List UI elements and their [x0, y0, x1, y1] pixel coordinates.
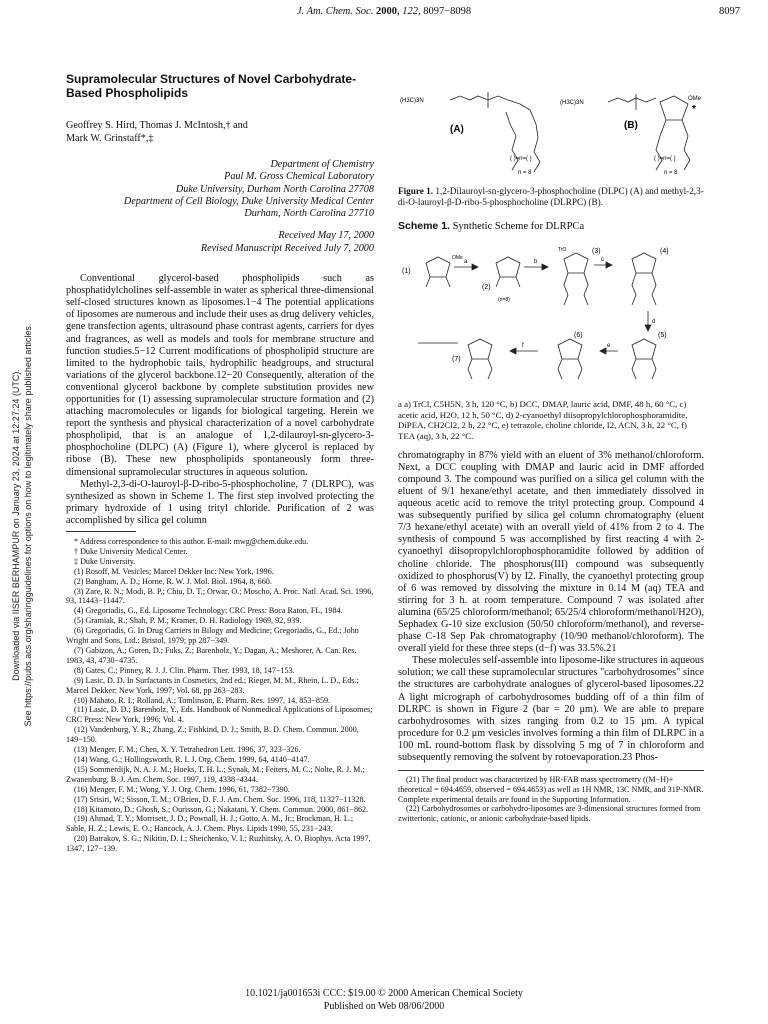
download-notice: [10, 225, 50, 825]
scheme-1-diagram: [398, 239, 704, 389]
affiliation-line: Department of Chemistry: [270, 159, 374, 170]
article-title: Supramolecular Structures of Novel Carbohydrate-Based Phospholipids: [66, 72, 357, 100]
compound-label: (4): [660, 248, 669, 256]
footnote-entry: (2) Bangham, A. D.; Horne, R. W. J. Mol. Biol. 1964, 8, 660.: [74, 576, 272, 586]
footnote-entry: (13) Menger, F. M.; Chen, X. Y. Tetrahedron Lett. 1996, 37, 323−326.: [74, 745, 301, 755]
page-number: 8097: [719, 6, 740, 17]
compound-label: (7): [452, 356, 461, 364]
footer-published-line: Published on Web 08/06/2000: [323, 1001, 445, 1012]
arrow-reagent-label: f: [522, 343, 524, 350]
affiliation-line: Durham, North Carolina 27710: [244, 208, 374, 220]
anomeric-star: *: [692, 104, 696, 115]
received-date: Received May 17, 2000: [278, 230, 374, 242]
journal-pages: 8097−8098: [423, 6, 472, 17]
scheme-1-label: Scheme 1.: [398, 220, 450, 233]
n-value-a: n = 8: [518, 170, 532, 176]
structure-label-a: (A): [450, 124, 464, 135]
figure-1-structures: [398, 90, 704, 178]
journal-year: 2000,: [375, 6, 400, 17]
footnote-entry: (21) The final product was characterized by HR-FAB mass spectrometry ((M−H)+ theoretical = 694.4659, observed = 694.4653) as well as 1H NMR, 13C NMR, and 31P-NMR. Complete experimental details are found in the Supporting Information.: [398, 775, 704, 804]
revised-date: Revised Manuscript Received July 7, 2000: [200, 242, 374, 254]
footnote-divider: [398, 770, 704, 771]
footnotes-left: [66, 537, 374, 854]
arrow-reagent-label: c: [601, 257, 604, 264]
left-column: [66, 72, 374, 854]
body-paragraph: Conventional glycerol-based phospholipids such as phosphatidylcholines self-assemble in water as spherical three-dimensional self-closed structures known as liposomes.1−4 The potential applications of liposomes are numerous and include their uses as drug delivery vehicles, gene transfection agents, ultrasound phase contrast agents, carriers for dyes and fragrances, as well as models and tools for membrane structure and function studies.5−12 Current modifications of phospholipid structure are limited to the hydrophobic tails, hydrophilic headgroups, and structural variations of the glycerol backbone.12−20 Consequently, alteration of the conventional glycerol backbone by complete substitution provides new opportunities for (1) assessing supramolecular structure formation and (2) attaching macromolecules or ligands for biological targeting. Herein we report the synthesis and physical characterization of a novel carbohydrate phospholipid, that is an analogue of 1,2-dilauroyl-sn-glycero-3-phosphocholine (DLPC) (A) (Figure 1), where glycerol is replaced by ribose (B). These new phospholipids spontaneously form three-dimensional supramolecular structures in aqueous solution.: [66, 273, 374, 478]
footnote-entry: (11) Lasic, D. D.; Barenholz, Y., Eds. Handbook of Nonmedical Applications of Liposomes; CRC Press: New York, 1996; Vol. 4.: [66, 705, 373, 725]
compound-label: (5): [658, 332, 667, 340]
footnote-entry: ‡ Duke University.: [74, 556, 136, 566]
body-paragraph: These molecules self-assemble into liposome-like structures in aqueous solution; we call these supramolecular structures "carbohydrosomes" since the structures are carbohydrate analogues of glycerol-based liposomes.22 A light micrograph of carbohydrosomes budding off of a thin film of DLRPC is shown in Figure 2 (bar = 20 μm). We are able to prepare carbohydrosomes with sizes ranging from 0.2 to 15 μm. A typical procedure for 0.2 μm vesicles involves forming a thin film of DLRPC in a 100 mL round-bottom flask by dissolving 5 mg of 7 in chloroform and subsequently removing the solvent by rotoevaporation.23 Phos-: [398, 655, 704, 763]
running-header: [0, 6, 768, 22]
footnote-entry: (3) Zare, R. N.; Modi, B. P.; Chiu, D. T.; Orwar, O.; Moscho, A. Proc. Natl. Acad. Sci. 1996, 93, 11443−11447.: [66, 586, 374, 606]
article-dates: [66, 230, 374, 255]
footnote-entry: (8) Gates, C.; Pinney, R. J. J. Clin. Pharm. Ther. 1993, 18, 147−153.: [74, 665, 295, 675]
footnote-entry: (19) Ahmad, T. Y.; Morrisett, J. D.; Pownall, H. J.; Gotto, A. M., Jr.; Brockman, H. L.; Sable, H. Z.; Lewis, E. O.; Hancock, A. J. Chem. Phys. Lipids 1990, 55, 231−243.: [66, 814, 354, 834]
affiliation-line: Duke University, Durham North Carolina 27708: [175, 183, 374, 195]
figure-1-caption: [398, 186, 704, 208]
ome-label: OMe: [452, 255, 463, 262]
arrow-reagent-label: a: [464, 259, 468, 266]
download-notice-line2: See https://pubs.acs.org/sharingguidelines for options on how to legitimately share published articles.: [23, 323, 33, 727]
scheme-1-title: [398, 220, 704, 233]
compound-label: (1): [402, 268, 411, 276]
headgroup-label-b: (H3C)3N: [560, 100, 584, 106]
body-paragraph: Methyl-2,3-di-O-lauroyl-β-D-ribo-5-phosphocholine, 7 (DLRPC), was synthesized as shown in Scheme 1. The first step involved protecting the primary hydroxide of 1 using trityl chloride. Purification of 2 was accomplished by silica gel column: [66, 478, 374, 526]
arrow-reagent-label: e: [607, 343, 611, 350]
ome-label-b: OMe: [688, 96, 702, 102]
footnote-entry: (17) Srisiri, W.; Sisson, T. M.; O'Brien, D. F. J. Am. Chem. Soc. 1996, 118, 11327−11328.: [74, 794, 366, 804]
footnote-entry: (10) Mahato, R. I.; Rolland, A.; Tomlinson, E. Pharm. Res. 1997, 14, 853−859.: [74, 695, 331, 705]
n-label: (n=8): [498, 297, 510, 304]
footnote-entry: (9) Lasic, D. D. In Surfactants in Cosmetics, 2nd ed.; Rieger, M. M., Rhein, L. D., Eds.; Marcel Dekker: New York, 1997; Vol. 68, pp 263−283.: [66, 675, 359, 695]
body-paragraph: chromatography in 87% yield with an eluent of 3% methanol/chloroform. Next, a DCC coupling with DMAP and lauric acid in DMF afforded compound 3. The compound was purified on a silica gel column with the eluent of 9/1 hexane/ethyl acetate, and then immediately dissolved in aqueous acetic acid to remove the trityl protecting group. Compound 4 was subsequently purified by silica gel column chromatography (eluent 7/3 hexane/ethyl acetate) with an overall yield of 41% from 2 to 4. The synthesis of compound 5 was accomplished by first reacting 4 with 2-cyanoethyl diisopropylchlorophosphoramidite followed by addition of choline chloride. The phosphorus(III) compound was subsequently oxidized to phosphorus(V) by I2. Finally, the cyanoethyl protecting group of 6 was removed by dissolving the mixture in 0.14 M (aq) TEA and stirring for 3 h. at room temperature. Compound 7 was isolated after alumina (65/25 chloroform/methanol; 65/25/4 chloroform/methanol/H2O), Sephadex G-10 size exclusion (50/50 chloroform/methanol), and reverse-phase C-18 Sep Pak chromatography (10/90 methanol/chloroform). The overall yield for these three steps (d−f) was 33.5%.21: [398, 449, 704, 655]
footnote-entry: † Duke University Medical Center.: [74, 546, 188, 556]
footnote-entry: (20) Batrakov, S. G.; Nikitin, D. I.; Sheichenko, V. I.; Ruzhitsky, A. O. Biophys. Acta 1997, 1347, 127−139.: [66, 834, 371, 854]
download-notice-line1: Downloaded via IISER BERHAMPUR on January 23, 2024 at 12:27:24 (UTC).: [11, 369, 21, 681]
affiliation-line: Department of Cell Biology, Duke University Medical Center: [123, 195, 374, 207]
footnote-entry: (5) Gramiak, R.; Shah, P. M.; Kramer, D. H. Radiology 1969, 92, 939.: [74, 616, 302, 626]
footnote-divider: [66, 531, 136, 532]
footnote-entry: (16) Menger, F. M.; Wong, Y. J. Org. Chem. 1996, 61, 7382−7390.: [74, 784, 290, 794]
footnote-entry: (7) Gabizon, A.; Goren, D.; Fuks, Z.; Barenholz, Y.; Dagan, A.; Meshorer, A. Can. Res. 1983, 43, 4730−4735.: [66, 646, 357, 665]
footnote-entry: (1) Rosoff, M. Vesicles; Marcel Dekker Inc: New York, 1996.: [74, 566, 274, 576]
headgroup-label-a: (H3C)3N: [400, 98, 424, 104]
journal-citation: [0, 6, 768, 17]
affiliation-line: Paul M. Gross Chemical Laboratory: [224, 171, 374, 183]
arrow-reagent-label: b: [534, 259, 538, 266]
arrow-reagent-label: d: [652, 319, 656, 326]
repeat-unit-b: ( )=n=( ): [654, 156, 676, 162]
authors-line: Mark W. Grinstaff*,‡: [66, 132, 154, 144]
footnote-entry: (15) Sommerdijk, N. A. J. M.; Hoeks, T. H. L.; Synak, M.; Feiters, M. C.; Nolte, R. J. M.; Zwanenburg, B. J. Am. Chem. Soc. 1997, 119, 4338−4344.: [66, 764, 365, 784]
authors-line: Geoffrey S. Hird, Thomas J. McIntosh,† and: [66, 120, 248, 131]
trityl-label: TrO: [558, 247, 567, 254]
footnote-entry: (22) Carbohydrosomes or carbohydro-liposomes are 3-dimensional structures formed from zwitterionic, cationic, or anionic carbohydrate-based lipids.: [398, 804, 701, 824]
figure-1-caption-text: 1,2-Dilauroyl-sn-glycero-3-phosphocholine (DLPC) (A) and methyl-2,3-di-O-lauroyl-β-D-ribo-5-phosphocholine (DLRPC) (B).: [398, 186, 704, 208]
journal-name: J. Am. Chem. Soc.: [296, 6, 374, 17]
footer-doi-line: 10.1021/ja001653i CCC: $19.00 © 2000 American Chemical Society: [245, 988, 523, 999]
figure-1: [398, 90, 704, 208]
footnote-entry: (18) Kitamoto, D.; Ghosh, S.; Ourisson, G.; Nakatani, Y. Chem. Commun. 2000, 861−862.: [74, 804, 369, 814]
structure-label-b: (B): [624, 120, 638, 131]
compound-label: (3): [592, 248, 601, 256]
footnote-entry: (14) Wang, G.; Hollingsworth, R. I. J. Org. Chem. 1999, 64, 4140−4147.: [74, 754, 310, 764]
affiliations: [66, 159, 374, 220]
scheme-1-title-text: Synthetic Scheme for DLRPCa: [452, 221, 585, 233]
footnote-entry: (4) Gregoriadis, G., Ed. Liposome Technology; CRC Press: Boca Raton, FL, 1984.: [74, 606, 343, 616]
footnote-entry: (6) Gregoriadis, G. In Drug Carriers in Bilogy and Medicine; Gregoriadis, G., Ed.; John Wright and Sons, Ltd.: Bristol, 1979; pp 287−349.: [66, 626, 359, 646]
compound-label: (2): [482, 284, 491, 292]
figure-1-caption-label: Figure 1.: [398, 186, 434, 197]
footnote-entry: (12) Vandenburg, Y. R.; Zhang, Z.; Fishkind, D. J.; Smith, B. D. Chem. Commun. 2000, 149−150.: [66, 725, 359, 745]
footnote-entry: * Address correspondence to this author. E-mail: mwg@chem.duke.edu.: [74, 537, 309, 547]
n-value-b: n = 8: [664, 170, 678, 176]
author-list: [66, 120, 374, 145]
right-column: [398, 90, 704, 824]
journal-volume: 122,: [402, 6, 421, 17]
compound-label: (6): [574, 332, 583, 340]
repeat-unit-a: ( )=n=( ): [510, 156, 532, 162]
scheme-1-footnote: a a) TrCl, C5H5N, 3 h, 120 °C, b) DCC, DMAP, lauric acid, DMF, 48 h, 60 °C, c) acetic acid, H2O, 12 h, 50 °C, d) 2-cyanoethyl diisopropylchlorophosphoramidite, DiPEA, CH2Cl2, 2 h, 22 °C, e) tetrazole, choline chloride, I2, ACN, 3 h, 22 °C, f) TEA (aq), 3 h, 22 °C.: [398, 399, 688, 442]
footnotes-right: [398, 775, 704, 824]
